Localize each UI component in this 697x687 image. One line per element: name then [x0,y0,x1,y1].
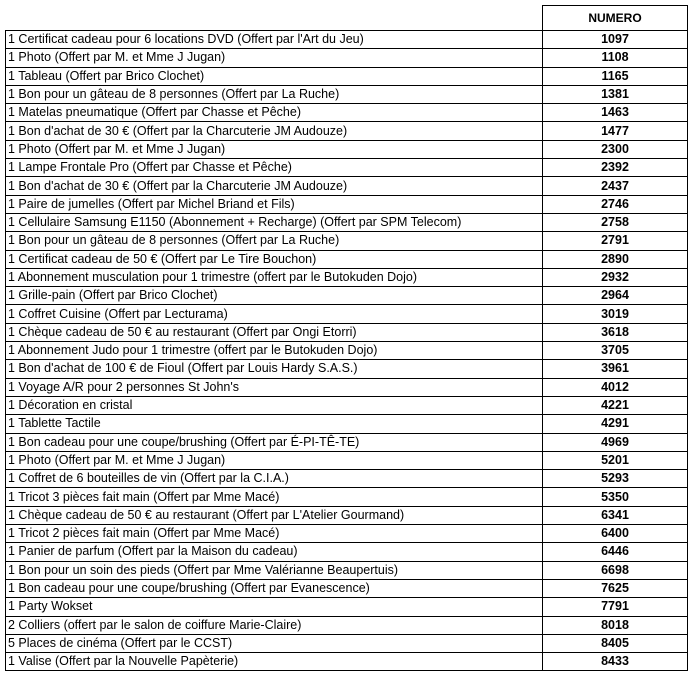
table-row [6,470,688,488]
prize-description: 1 Coffret de 6 bouteilles de vin (Offert par la C.I.A.) [6,470,543,488]
ticket-number: 2392 [543,159,688,177]
table-row [6,378,688,396]
table-row [6,250,688,268]
ticket-number: 6446 [543,543,688,561]
table-row [6,506,688,524]
ticket-number: 2758 [543,213,688,231]
table-row [6,488,688,506]
ticket-number: 2746 [543,195,688,213]
ticket-number: 8018 [543,616,688,634]
ticket-number: 4012 [543,378,688,396]
prize-description: 5 Places de cinéma (Offert par le CCST) [6,634,543,652]
prize-description: 2 Colliers (offert par le salon de coiffure Marie-Claire) [6,616,543,634]
prize-description: 1 Voyage A/R pour 2 personnes St John's [6,378,543,396]
table-body [6,31,688,671]
table-row [6,634,688,652]
prize-description: 1 Paire de jumelles (Offert par Michel Briand et Fils) [6,195,543,213]
ticket-number: 4221 [543,396,688,414]
table-row [6,579,688,597]
ticket-number: 6341 [543,506,688,524]
table-row [6,67,688,85]
prize-description: 1 Cellulaire Samsung E1150 (Abonnement + Recharge) (Offert par SPM Telecom) [6,213,543,231]
ticket-number: 6698 [543,561,688,579]
header-blank-cell [6,6,543,31]
table-row [6,31,688,49]
header-numero: NUMERO [543,6,688,31]
prize-description: 1 Tableau (Offert par Brico Clochet) [6,67,543,85]
table-row [6,653,688,671]
ticket-number: 4969 [543,433,688,451]
ticket-number: 1165 [543,67,688,85]
table-row [6,305,688,323]
ticket-number: 8405 [543,634,688,652]
ticket-number: 5201 [543,451,688,469]
prize-description: 1 Chèque cadeau de 50 € au restaurant (Offert par Ongi Etorri) [6,323,543,341]
prize-description: 1 Party Wokset [6,598,543,616]
prize-description: 1 Bon d'achat de 30 € (Offert par la Charcuterie JM Audouze) [6,122,543,140]
ticket-number: 4291 [543,415,688,433]
table-row [6,122,688,140]
table-row [6,525,688,543]
prize-description: 1 Abonnement Judo pour 1 trimestre (offert par le Butokuden Dojo) [6,342,543,360]
table-row [6,232,688,250]
prize-description: 1 Grille-pain (Offert par Brico Clochet) [6,287,543,305]
ticket-number: 1108 [543,49,688,67]
table-row [6,433,688,451]
table-row [6,85,688,103]
ticket-number: 2932 [543,268,688,286]
table-row [6,323,688,341]
table-row [6,342,688,360]
ticket-number: 1463 [543,104,688,122]
table-row [6,451,688,469]
prize-description: 1 Bon d'achat de 30 € (Offert par la Charcuterie JM Audouze) [6,177,543,195]
table-row [6,268,688,286]
prize-description: 1 Photo (Offert par M. et Mme J Jugan) [6,49,543,67]
ticket-number: 6400 [543,525,688,543]
ticket-number: 3618 [543,323,688,341]
prize-table [5,5,688,671]
table-row [6,360,688,378]
prize-description: 1 Certificat cadeau de 50 € (Offert par Le Tire Bouchon) [6,250,543,268]
ticket-number: 7791 [543,598,688,616]
prize-description: 1 Valise (Offert par la Nouvelle Papèterie) [6,653,543,671]
ticket-number: 2890 [543,250,688,268]
table-row [6,104,688,122]
prize-description: 1 Certificat cadeau pour 6 locations DVD (Offert par l'Art du Jeu) [6,31,543,49]
ticket-number: 2437 [543,177,688,195]
ticket-number: 8433 [543,653,688,671]
prize-description: 1 Bon pour un soin des pieds (Offert par Mme Valérianne Beaupertuis) [6,561,543,579]
table-row [6,415,688,433]
table-row [6,287,688,305]
ticket-number: 3961 [543,360,688,378]
ticket-number: 3705 [543,342,688,360]
prize-description: 1 Décoration en cristal [6,396,543,414]
table-row [6,616,688,634]
prize-description: 1 Photo (Offert par M. et Mme J Jugan) [6,140,543,158]
prize-description: 1 Bon d'achat de 100 € de Fioul (Offert par Louis Hardy S.A.S.) [6,360,543,378]
table-row [6,195,688,213]
prize-description: 1 Bon pour un gâteau de 8 personnes (Offert par La Ruche) [6,85,543,103]
ticket-number: 1097 [543,31,688,49]
prize-description: 1 Chèque cadeau de 50 € au restaurant (Offert par L'Atelier Gourmand) [6,506,543,524]
ticket-number: 2300 [543,140,688,158]
prize-description: 1 Lampe Frontale Pro (Offert par Chasse et Pêche) [6,159,543,177]
prize-description: 1 Tablette Tactile [6,415,543,433]
table-row [6,140,688,158]
header-row [6,6,688,31]
prize-description: 1 Tricot 2 pièces fait main (Offert par Mme Macé) [6,525,543,543]
prize-description: 1 Bon cadeau pour une coupe/brushing (Offert par É-PI-TÊ-TE) [6,433,543,451]
prize-description: 1 Abonnement musculation pour 1 trimestre (offert par le Butokuden Dojo) [6,268,543,286]
prize-description: 1 Matelas pneumatique (Offert par Chasse et Pêche) [6,104,543,122]
prize-description: 1 Bon cadeau pour une coupe/brushing (Offert par Evanescence) [6,579,543,597]
table-row [6,159,688,177]
table-row [6,177,688,195]
ticket-number: 1477 [543,122,688,140]
ticket-number: 2791 [543,232,688,250]
table-row [6,543,688,561]
table-row [6,396,688,414]
ticket-number: 5350 [543,488,688,506]
prize-description: 1 Photo (Offert par M. et Mme J Jugan) [6,451,543,469]
table-row [6,49,688,67]
prize-description: 1 Panier de parfum (Offert par la Maison du cadeau) [6,543,543,561]
ticket-number: 7625 [543,579,688,597]
ticket-number: 1381 [543,85,688,103]
prize-description: 1 Coffret Cuisine (Offert par Lecturama) [6,305,543,323]
prize-description: 1 Bon pour un gâteau de 8 personnes (Offert par La Ruche) [6,232,543,250]
prize-description: 1 Tricot 3 pièces fait main (Offert par Mme Macé) [6,488,543,506]
ticket-number: 3019 [543,305,688,323]
ticket-number: 5293 [543,470,688,488]
ticket-number: 2964 [543,287,688,305]
table-row [6,213,688,231]
table-row [6,561,688,579]
table-row [6,598,688,616]
